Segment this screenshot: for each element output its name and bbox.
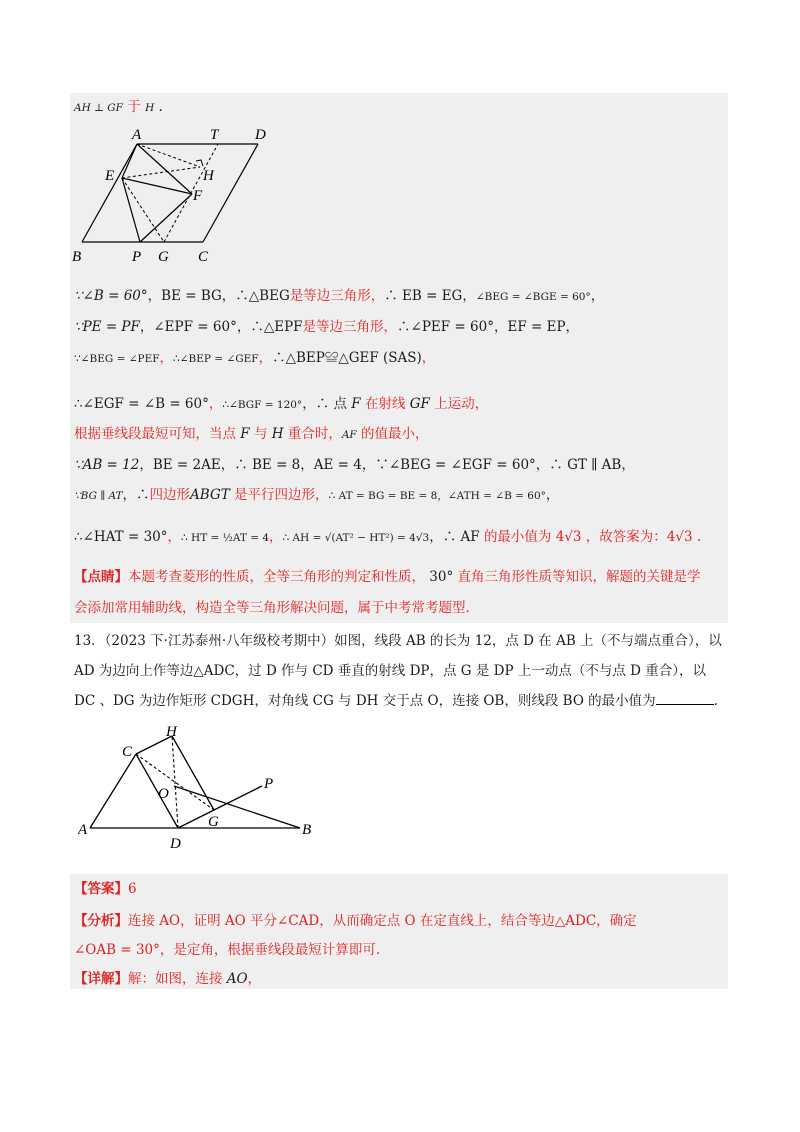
fig2-label-H: H [166,724,177,740]
step-line-3: ∵∠BEG = ∠PEF，∴∠BEP = ∠GEF，∴△BEP≌△GEF (SAS)， [74,350,436,366]
comment-line-2: 会添加常用辅助线，构造全等三角形解决问题，属于中考常考题型. [74,600,470,616]
fig1-right-angle-mark [196,160,203,166]
fig1-label-F: F [193,188,203,204]
fig1-label-P: P [132,249,142,265]
fig2-label-D: D [170,836,181,852]
triangle-rectangle-figure [78,722,328,857]
detail-line: 【详解】解：如图，连接 AO， [74,971,262,987]
question-13-line-1: 13．（2023 下·江苏泰州·八年级校考期中）如图，线段 AB 的长为 12，点 D 在 AB 上（不与端点重合），以 [74,633,722,649]
analysis-line-2: ∠OAB = 30°，是定角，根据垂线段最短计算即可. [74,942,381,958]
step-line-1: ∵∠B = 60°，BE = BG，∴△BEG是等边三角形，∴ EB = EG，∠BEG = ∠BGE = 60°， [74,288,605,304]
comment-line-1: 【点睛】本题考查菱形的性质，全等三角形的判定和性质， 30° 直角三角形性质等知识，解题的关键是学 [74,569,701,585]
fig2-label-C: C [122,744,133,760]
fig2-label-A: A [78,822,88,838]
fig1-dash-GT [164,144,218,242]
fig1-dash-EH [122,167,200,178]
analysis-line-1: 【分析】连接 AO，证明 AO 平分∠CAD，从而确定点 O 在定直线上，结合等边△ADC，确定 [74,913,637,929]
fig1-seg-PF [140,194,192,242]
fig2-label-P: P [264,776,274,792]
fig1-label-D: D [255,127,266,143]
fig1-label-G: G [158,249,169,265]
fig2-dash-DH [172,736,178,828]
fig1-edge-AB [82,144,137,242]
fig2-edge-HG [172,736,214,810]
fig1-label-T: T [210,127,219,143]
step-line-7: ∵BG ∥ AT，∴四边形ABGT 是平行四边形，∴ AT = BG = BE = 8，∠ATH = ∠B = 60°， [74,487,560,503]
step-line-2: ∵PE = PF，∠EPF = 60°，∴△EPF是等边三角形，∴∠PEF = 60°，EF = EP， [74,319,580,335]
step-line-6: ∵AB = 12，BE = 2AE，∴ BE = 8，AE = 4，∵∠BEG = ∠EGF = 60°，∴ GT ∥ AB， [74,457,635,473]
fig2-edge-CD [136,754,178,828]
perpendicular-statement: AH ⊥ GF 于 H . [74,99,163,115]
step-line-4: ∴∠EGF = ∠B = 60°，∴∠BGF = 120°，∴ 点 F 在射线 GF 上运动， [74,396,489,412]
fig1-dash-EG [122,178,164,242]
fig2-seg-OB [174,786,300,828]
answer-line: 【答案】6 [74,881,137,897]
question-13-line-2: AD 为边向上作等边△ADC，过 D 作与 CD 垂直的射线 DP，点 G 是 DP 上一动点（不与点 D 重合），以 [74,663,707,679]
fig1-label-C: C [198,249,209,265]
fig2-label-G: G [208,814,219,830]
fig2-label-O: O [158,786,169,802]
fig1-seg-EP [122,178,140,242]
fig1-label-E: E [105,168,115,184]
fig1-dash-AH [137,144,200,167]
fig1-label-A: A [132,127,142,143]
fig1-seg-EF [122,178,192,194]
fig1-label-H: H [203,168,214,184]
step-line-5: 根据垂线段最短可知，当点 F 与 H 重合时，AF 的值最小， [74,426,429,442]
step-line-8: ∴∠HAT = 30°，∴ HT = ½AT = 4，∴ AH = √(AT² − HT²) = 4√3，∴ AF 的最小值为 4√3 ，故答案为：4√3 . [74,529,702,545]
fig1-edge-DC [203,144,258,242]
rhombus-figure [70,118,290,268]
fig2-ray-DP [178,786,262,828]
fig2-label-B: B [302,822,312,838]
fig1-seg-AE [122,144,137,178]
question-13-line-3: DC 、DG 为边作矩形 CDGH，对角线 CG 与 DH 交于点 O，连接 OB，则线段 BO 的最小值为 . [74,693,718,709]
answer-blank [656,692,714,705]
fig2-edge-AC [90,754,136,828]
fig1-label-B: B [72,249,82,265]
